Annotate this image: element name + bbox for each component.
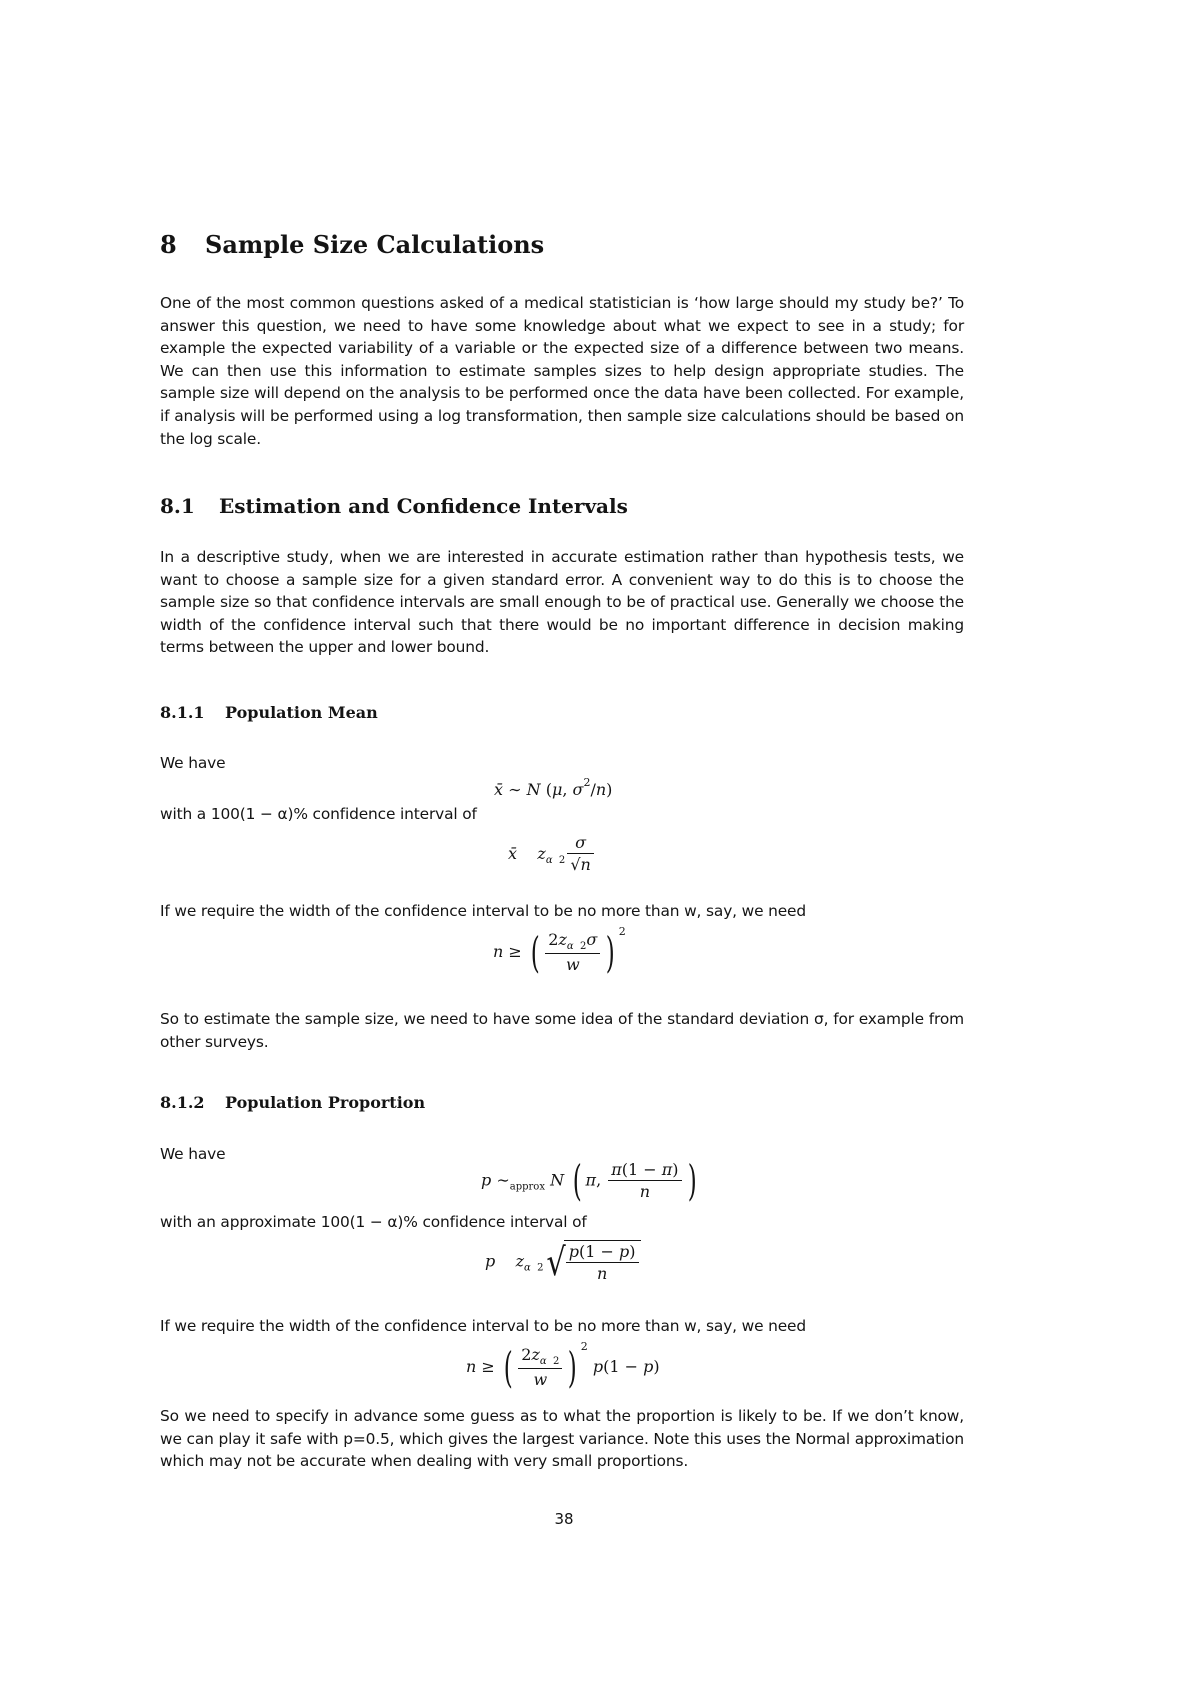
mean-sample-size-equation: n ≥ ( $\frac{2z_{\alpha 2}\sigma}{w}$ ) $^2$ [493,925,626,977]
proportion-closing-paragraph: So we need to specify in advance some guess as to what the proportion is likely to be. If we don’t know, we can play it safe with p=0.5, which gives the largest variance. Note this uses the Normal approximation which may not be accurate when dealing with very small proportions. [160,1407,964,1471]
page-number: 38 [554,1510,574,1528]
mean-distribution-equation: x̄ ∼ N (μ, $\sigma^2/n$) [494,776,613,799]
mean-closing-paragraph: So to estimate the sample size, we need to have some idea of the standard deviation σ, for example from other surveys. [160,1010,964,1051]
subsection-paragraph: In a descriptive study, when we are interested in accurate estimation rather than hypothesis tests, we want to choose a sample size for a given standard error. A convenient way to do this is to choose the sample size so that confidence intervals are small enough to be of practical use. Generally we choose the width of the confidence interval such that there would be no important difference in decision making terms between the upper and lower bound. [160,548,964,657]
proportion-distribution-equation: p $\sim_{approx}$ N ( π, $\frac{\pi(1 - \pi)}{n}$ ) [481,1156,697,1205]
proportion-ci-intro-text: with an approximate 100(1 − α)% confidence interval of [160,1213,587,1231]
mean-we-have-text: We have [160,754,226,772]
section-number: 8 [160,230,177,259]
subsection-title: Estimation and Confidence Intervals [219,494,628,518]
subsection-number: 8.1 [160,494,195,518]
population-proportion-title: Population Proportion [225,1093,426,1112]
proportion-width-text: If we require the width of the confidence interval to be no more than w, say, we need [160,1317,806,1335]
population-mean-number: 8.1.1 [160,703,205,722]
population-mean-title: Population Mean [225,703,378,722]
population-proportion-number: 8.1.2 [160,1093,205,1112]
mean-ci-equation: x̄ $z_{\alpha 2}$ $\frac{\sigma}{√n}$ [508,834,596,875]
section-title: Sample Size Calculations [205,230,545,259]
proportion-sample-size-equation: n ≥ ( $\frac{2z_{\alpha 2}}{w}$ ) $^2$ p(1 − p) [466,1340,660,1392]
mean-width-text: If we require the width of the confidence interval to be no more than w, say, we need [160,902,806,920]
proportion-we-have-text: We have [160,1145,226,1163]
proportion-ci-equation: p $z_{\alpha 2}√$ $\frac{p(1 - p)}{n}$ [485,1240,641,1284]
mean-ci-intro-text: with a 100(1 − α)% confidence interval of [160,805,477,823]
section-intro-paragraph: One of the most common questions asked of a medical statistician is ‘how large should my study be?’ To answer this question, we need to have some knowledge about what we expect to see in a study; for example the expected variability of a variable or the expected size of a difference between two means. We can then use this information to estimate samples sizes to help design appropriate studies. The sample size will depend on the analysis to be performed once the data have been collected. For example, if analysis will be performed using a log transformation, then sample size calculations should be based on the log scale. [160,294,964,448]
